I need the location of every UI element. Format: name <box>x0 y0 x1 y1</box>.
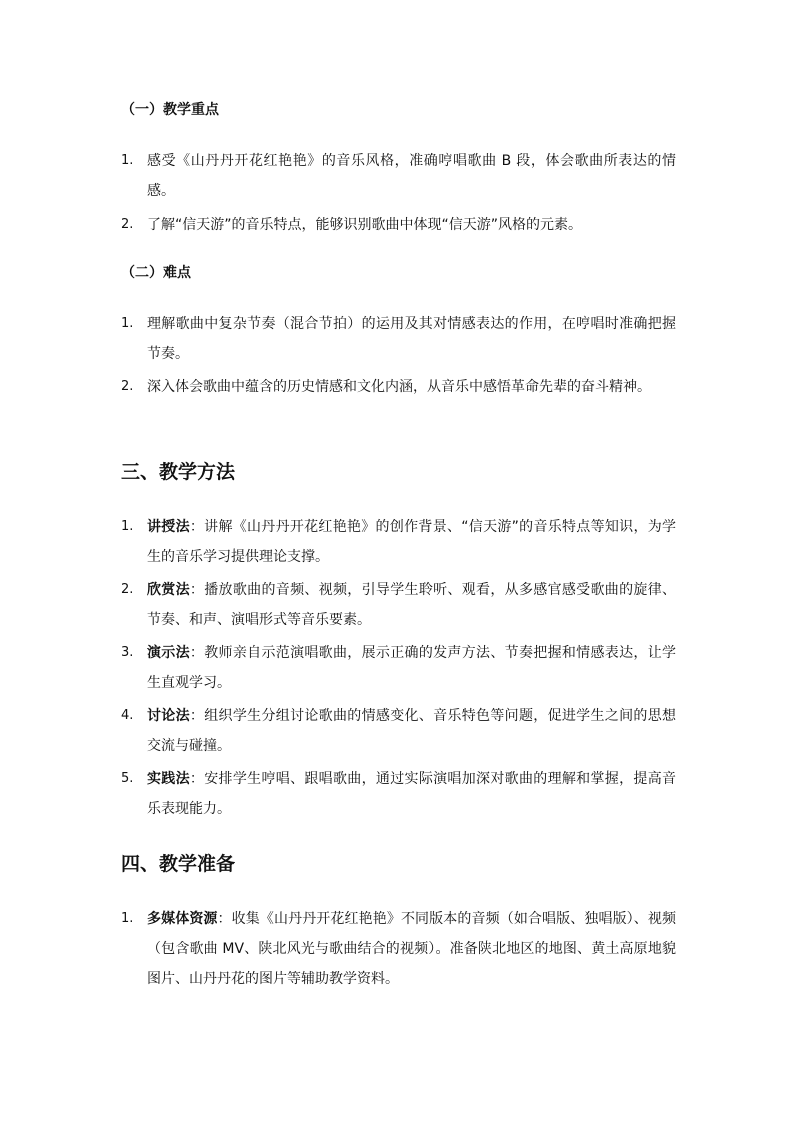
section-heading-teaching-methods: 三、教学方法 <box>121 461 236 483</box>
label-separator: ： <box>189 708 205 724</box>
list-item-text: 感受《山丹丹开花红艳艳》的音乐风格，准确哼唱歌曲 B 段，体会歌曲所表达的情感。 <box>147 153 676 199</box>
list-item-text: 收集《山丹丹开花红艳艳》不同版本的音频（如合唱版、独唱版）、视频（包含歌曲 MV、陕北风光与歌曲结合的视频）。准备陕北地区的地图、黄土高原地貌图片、山丹丹花的图片等辅助教学资料。 <box>147 911 677 987</box>
list-number: 1. <box>121 153 134 168</box>
list-item <box>121 309 676 369</box>
list-number: 5. <box>121 771 134 786</box>
list-number: 1. <box>121 911 134 926</box>
list-item <box>121 210 676 240</box>
list-item <box>121 372 676 402</box>
list-item <box>121 575 676 635</box>
label-separator: ： <box>189 519 205 535</box>
section-heading-teaching-key-points: （一）教学重点 <box>121 102 219 118</box>
list-item <box>121 904 676 994</box>
list-number: 4. <box>121 708 134 723</box>
method-label: 讲授法 <box>147 519 190 535</box>
list-item <box>121 701 676 761</box>
list-item-text: 深入体会歌曲中蕴含的历史情感和文化内涵，从音乐中感悟革命先辈的奋斗精神。 <box>147 379 651 395</box>
list-number: 1. <box>121 316 134 331</box>
list-number: 2. <box>121 379 134 394</box>
list-item-text: 了解“信天游”的音乐特点，能够识别歌曲中体现“信天游”风格的元素。 <box>147 217 583 233</box>
label-separator: ： <box>189 771 205 787</box>
list-item-text: 教师亲自示范演唱歌曲，展示正确的发声方法、节奏把握和情感表达，让学生直观学习。 <box>147 645 677 691</box>
list-number: 2. <box>121 217 134 232</box>
list-item-text: 讲解《山丹丹开花红艳艳》的创作背景、“信天游”的音乐特点等知识，为学生的音乐学习提供理论支撑。 <box>147 519 677 565</box>
list-item <box>121 512 676 572</box>
label-separator: ： <box>217 911 232 927</box>
label-separator: ： <box>189 582 205 598</box>
section-heading-teaching-preparation: 四、教学准备 <box>121 853 236 875</box>
list-item-text: 播放歌曲的音频、视频，引导学生聆听、观看，从多感官感受歌曲的旋律、节奏、和声、演唱形式等音乐要素。 <box>147 582 677 628</box>
list-item <box>121 764 676 824</box>
method-label: 讨论法 <box>147 708 190 724</box>
section-heading-difficulties: （二）难点 <box>121 265 191 281</box>
list-number: 3. <box>121 645 134 660</box>
list-item-text: 理解歌曲中复杂节奏（混合节拍）的运用及其对情感表达的作用，在哼唱时准确把握节奏。 <box>147 316 676 362</box>
list-item-text: 组织学生分组讨论歌曲的情感变化、音乐特色等问题，促进学生之间的思想交流与碰撞。 <box>147 708 677 754</box>
list-number: 2. <box>121 582 134 597</box>
list-item <box>121 638 676 698</box>
list-item <box>121 146 676 206</box>
list-number: 1. <box>121 519 134 534</box>
resource-label: 多媒体资源 <box>147 911 218 927</box>
method-label: 实践法 <box>147 771 190 787</box>
list-item-text: 安排学生哼唱、跟唱歌曲，通过实际演唱加深对歌曲的理解和掌握，提高音乐表现能力。 <box>147 771 677 817</box>
label-separator: ： <box>189 645 205 661</box>
method-label: 欣赏法 <box>147 582 190 598</box>
method-label: 演示法 <box>147 645 190 661</box>
